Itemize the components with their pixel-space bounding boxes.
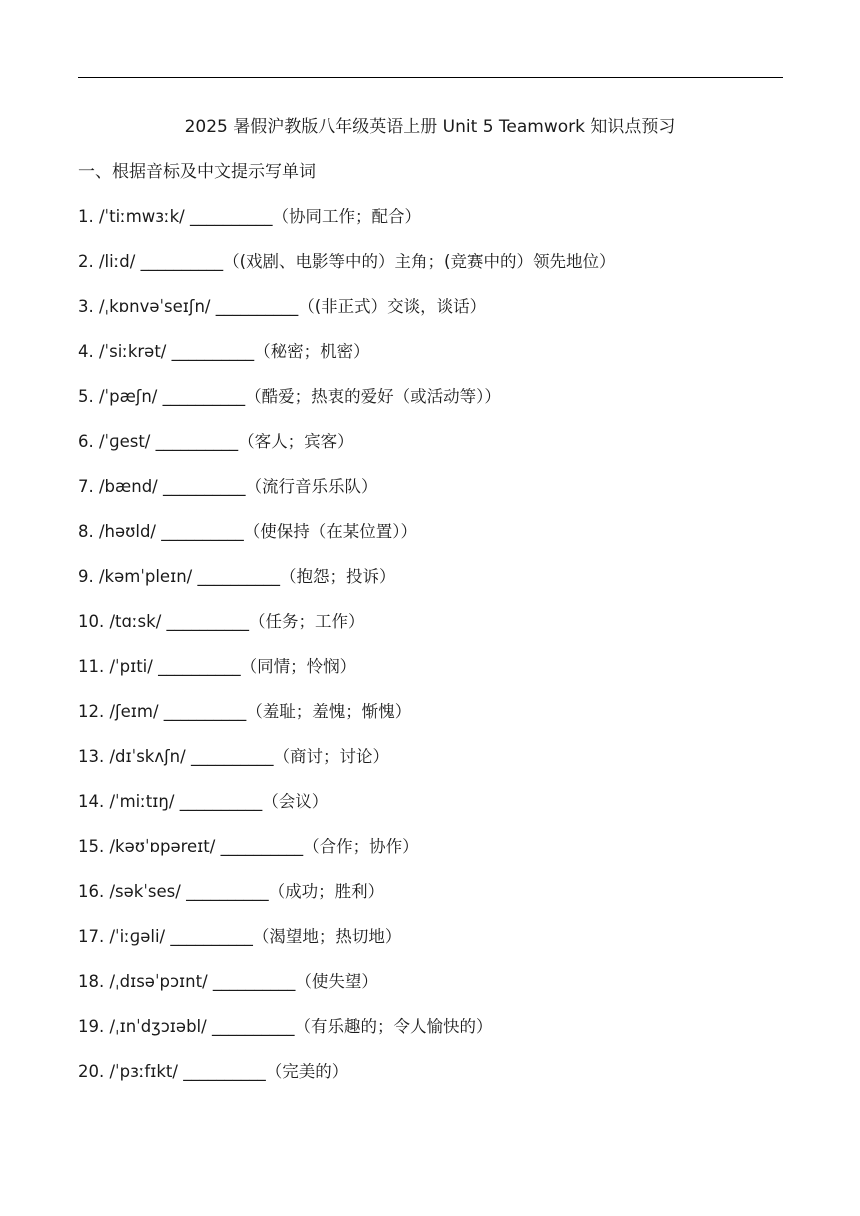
phonetic: /ˈɡest/ — [99, 432, 151, 451]
phonetic: /həʊld/ — [99, 522, 156, 541]
vocab-item — [78, 385, 783, 430]
item-number: 18. — [78, 972, 105, 991]
answer-blank[interactable]: __________ — [162, 387, 246, 406]
item-number: 16. — [78, 882, 105, 901]
chinese-hint: （协同工作；配合） — [272, 207, 421, 226]
phonetic: /ˌkɒnvəˈseɪʃn/ — [99, 297, 211, 316]
chinese-hint: （同情；怜悯） — [240, 657, 357, 676]
phonetic: /səkˈses/ — [109, 882, 181, 901]
vocab-item — [78, 880, 783, 925]
phonetic: /ˈpæʃn/ — [99, 387, 158, 406]
item-number: 5. — [78, 387, 94, 406]
chinese-hint: （羞耻；羞愧；惭愧） — [246, 702, 412, 721]
vocab-item — [78, 835, 783, 880]
phonetic: /kəʊˈɒpəreɪt/ — [109, 837, 216, 856]
vocab-item — [78, 250, 783, 295]
answer-blank[interactable]: __________ — [171, 342, 255, 361]
phonetic: /ˈsiːkrət/ — [99, 342, 167, 361]
answer-blank[interactable]: __________ — [170, 927, 253, 946]
item-number: 12. — [78, 702, 105, 721]
vocab-item — [78, 565, 783, 610]
item-number: 2. — [78, 252, 94, 271]
vocabulary-list — [78, 205, 783, 1105]
phonetic: /ˌdɪsəˈpɔɪnt/ — [109, 972, 208, 991]
chinese-hint: （完美的） — [265, 1062, 349, 1081]
answer-blank[interactable]: __________ — [186, 882, 269, 901]
answer-blank[interactable]: __________ — [163, 702, 247, 721]
answer-blank[interactable]: __________ — [161, 522, 244, 541]
answer-blank[interactable]: __________ — [220, 837, 304, 856]
answer-blank[interactable]: __________ — [190, 747, 274, 766]
item-number: 8. — [78, 522, 94, 541]
item-number: 10. — [78, 612, 105, 631]
chinese-hint: （客人；宾客） — [238, 432, 354, 451]
vocab-item — [78, 655, 783, 700]
item-number: 17. — [78, 927, 105, 946]
item-number: 11. — [78, 657, 105, 676]
answer-blank[interactable]: __________ — [197, 567, 280, 586]
chinese-hint: （使保持（在某位置）） — [243, 522, 417, 541]
phonetic: /bænd/ — [99, 477, 158, 496]
chinese-hint: （使失望） — [295, 972, 378, 991]
chinese-hint: （秘密；机密） — [254, 342, 370, 361]
chinese-hint: （酷爱；热衷的爱好（或活动等）） — [245, 387, 501, 406]
phonetic: /ʃeɪm/ — [109, 702, 159, 721]
phonetic: /ˈpɜːfɪkt/ — [109, 1062, 178, 1081]
vocab-item — [78, 205, 783, 250]
item-number: 19. — [78, 1017, 105, 1036]
item-number: 13. — [78, 747, 105, 766]
chinese-hint: （流行音乐乐队） — [245, 477, 378, 496]
answer-blank[interactable]: __________ — [166, 612, 250, 631]
answer-blank[interactable]: __________ — [155, 432, 239, 451]
vocab-item — [78, 430, 783, 475]
item-number: 3. — [78, 297, 94, 316]
answer-blank[interactable]: __________ — [179, 792, 263, 811]
vocab-item — [78, 790, 783, 835]
item-number: 15. — [78, 837, 105, 856]
item-number: 7. — [78, 477, 94, 496]
chinese-hint: （会议） — [262, 792, 329, 811]
chinese-hint: （抱怨；投诉） — [279, 567, 396, 586]
chinese-hint: （渴望地；热切地） — [252, 927, 402, 946]
phonetic: /liːd/ — [99, 252, 136, 271]
chinese-hint: （有乐趣的；令人愉快的） — [294, 1017, 493, 1036]
phonetic: /ˈtiːmwɜːk/ — [99, 207, 185, 226]
answer-blank[interactable]: __________ — [215, 297, 299, 316]
vocab-item — [78, 970, 783, 1015]
phonetic: /ˈmiːtɪŋ/ — [109, 792, 175, 811]
vocab-item — [78, 1060, 783, 1105]
answer-blank[interactable]: __________ — [211, 1017, 295, 1036]
phonetic: /dɪˈskʌʃn/ — [109, 747, 186, 766]
answer-blank[interactable]: __________ — [162, 477, 246, 496]
vocab-item — [78, 700, 783, 745]
vocab-item — [78, 475, 783, 520]
chinese-hint: （(非正式）交谈，谈话） — [298, 297, 487, 316]
phonetic: /tɑːsk/ — [109, 612, 162, 631]
answer-blank[interactable]: __________ — [189, 207, 273, 226]
chinese-hint: （任务；工作） — [249, 612, 365, 631]
document-title: 2025 暑假沪教版八年级英语上册 Unit 5 Teamwork 知识点预习 — [184, 117, 676, 137]
answer-blank[interactable]: __________ — [212, 972, 296, 991]
header-rule — [78, 77, 783, 78]
phonetic: /ˈpɪti/ — [109, 657, 153, 676]
item-number: 9. — [78, 567, 94, 586]
vocab-item — [78, 1015, 783, 1060]
vocab-item — [78, 340, 783, 385]
vocab-item — [78, 925, 783, 970]
vocab-item — [78, 520, 783, 565]
answer-blank[interactable]: __________ — [183, 1062, 266, 1081]
item-number: 6. — [78, 432, 94, 451]
item-number: 14. — [78, 792, 105, 811]
phonetic: /ˈiːɡəli/ — [109, 927, 166, 946]
vocab-item — [78, 610, 783, 655]
vocab-item — [78, 295, 783, 340]
chinese-hint: （(戏剧、电影等中的）主角；(竞赛中的）领先地位） — [223, 252, 616, 271]
answer-blank[interactable]: __________ — [158, 657, 241, 676]
item-number: 20. — [78, 1062, 105, 1081]
vocab-item — [78, 745, 783, 790]
section-heading: 一、根据音标及中文提示写单词 — [78, 162, 316, 182]
item-number: 4. — [78, 342, 94, 361]
chinese-hint: （成功；胜利） — [268, 882, 385, 901]
item-number: 1. — [78, 207, 94, 226]
chinese-hint: （合作；协作） — [303, 837, 419, 856]
phonetic: /kəmˈpleɪn/ — [99, 567, 193, 586]
phonetic: /ˌɪnˈdʒɔɪəbl/ — [109, 1017, 207, 1036]
answer-blank[interactable]: __________ — [140, 252, 224, 271]
chinese-hint: （商讨；讨论） — [273, 747, 389, 766]
